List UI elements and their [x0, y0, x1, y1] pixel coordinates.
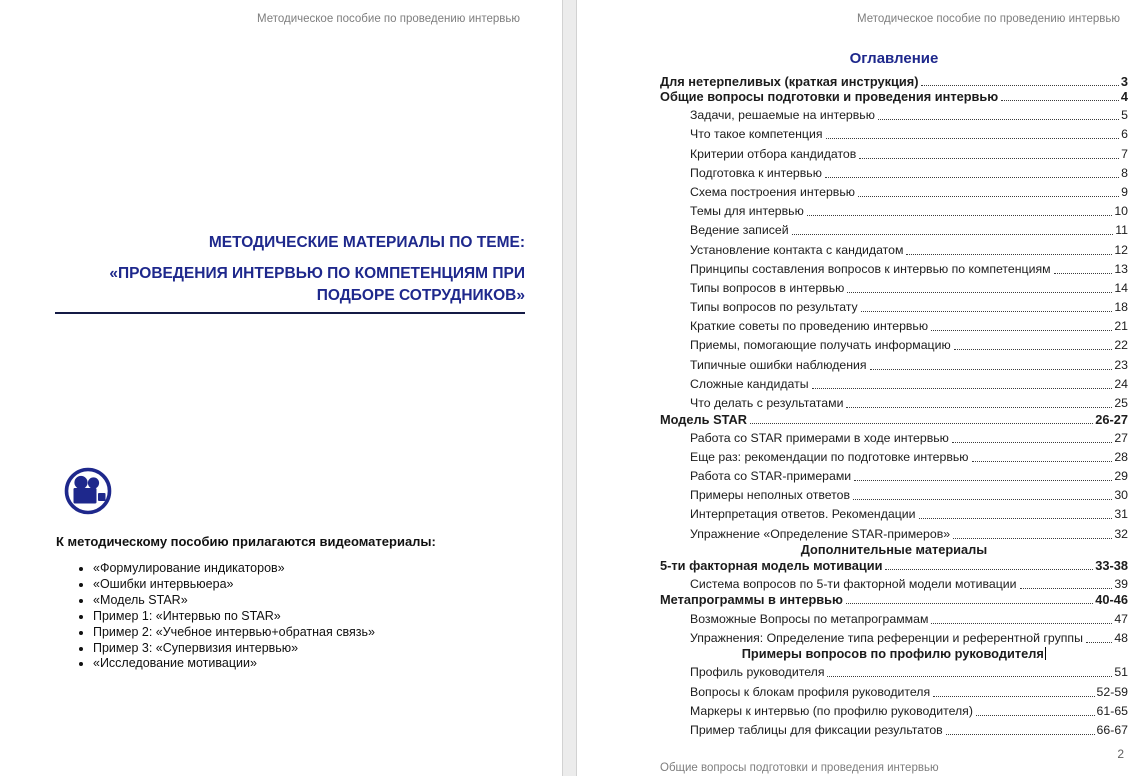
toc-leader-dots	[952, 442, 1112, 443]
toc-entry[interactable]	[660, 626, 1128, 645]
toc-entry-label: Дополнительные материалы	[800, 542, 988, 558]
document-title	[55, 233, 525, 314]
text-cursor	[1045, 647, 1047, 660]
toc-entry[interactable]	[660, 352, 1128, 371]
toc-title: Оглавление	[849, 50, 939, 67]
toc-entry-label: Что делать с результатами	[690, 396, 844, 410]
toc-entry-label: Еще раз: рекомендации по подготовке интервью	[690, 449, 969, 464]
toc-entry[interactable]	[660, 122, 1128, 141]
right-page	[577, 0, 1146, 776]
toc-leader-dots	[954, 349, 1113, 350]
toc-page-number: 32	[1114, 526, 1128, 541]
toc-entry-label: Маркеры к интервью (по профилю руководителя)	[690, 703, 973, 718]
toc-page-number: 14	[1114, 280, 1128, 295]
toc-leader-dots	[870, 369, 1113, 370]
toc-entry-label: Вопросы к блокам профиля руководителя	[690, 684, 931, 699]
toc-leader-dots	[825, 177, 1119, 178]
toc-entry-label: Приемы, помогающие получать информацию	[690, 338, 951, 353]
toc-leader-dots	[1054, 273, 1113, 274]
toc-entry[interactable]	[660, 541, 1128, 557]
toc-entry[interactable]	[660, 103, 1128, 122]
toc-leader-dots	[812, 388, 1113, 389]
toc-entry[interactable]	[660, 572, 1128, 591]
list-item: • «Исследование мотивации»	[93, 656, 375, 672]
page-gap-divider	[562, 0, 577, 776]
toc-leader-dots	[847, 292, 1112, 293]
toc-page-number: 11	[1115, 223, 1128, 238]
list-item: • «Ошибки интервьюера»	[93, 577, 375, 593]
toc-entry-label: Модель STAR	[660, 411, 747, 427]
toc-page-number: 33-38	[1095, 557, 1128, 573]
toc-leader-dots	[846, 603, 1093, 604]
list-item: • Пример 1: «Интервью по STAR»	[93, 609, 375, 625]
toc-page-number: 24	[1114, 376, 1128, 391]
running-footer: Общие вопросы подготовки и проведения интервью	[660, 762, 939, 774]
toc-leader-dots	[933, 696, 1094, 697]
toc-leader-dots	[921, 85, 1118, 86]
toc-entry[interactable]	[660, 88, 1128, 104]
toc-page-number: 6	[1121, 127, 1128, 142]
toc-entry-label: Сложные кандидаты	[690, 376, 809, 391]
video-materials-list	[76, 561, 375, 672]
toc-entry[interactable]	[660, 276, 1128, 295]
toc-page-number: 28	[1114, 449, 1128, 464]
toc-entry[interactable]	[660, 257, 1128, 276]
toc-page-number: 29	[1114, 469, 1128, 484]
toc-entry[interactable]	[660, 556, 1128, 572]
toc-leader-dots	[853, 499, 1112, 500]
toc-entry-label: Примеры неполных ответов	[690, 488, 851, 503]
toc-leader-dots	[946, 734, 1095, 735]
toc-entry[interactable]	[660, 333, 1128, 352]
toc-leader-dots	[750, 423, 1093, 424]
toc-leader-dots	[878, 119, 1119, 120]
toc-page-number: 13	[1114, 261, 1128, 276]
page-number: 2	[1117, 747, 1124, 761]
toc-leader-dots	[931, 623, 1112, 624]
toc-page-number: 39	[1114, 576, 1128, 591]
toc-leader-dots	[861, 311, 1113, 312]
toc-leader-dots	[919, 518, 1113, 519]
toc-page-number: 31	[1114, 507, 1128, 522]
toc-page-number: 23	[1114, 357, 1128, 372]
toc-page-number: 12	[1114, 242, 1128, 257]
toc-list	[660, 72, 1128, 737]
toc-entry-label: Принципы составления вопросов к интервью по компетенциям	[690, 261, 1051, 276]
toc-page-number: 25	[1114, 396, 1128, 410]
toc-entry-label: Схема построения интервью	[690, 184, 855, 199]
toc-page-number: 7	[1121, 146, 1128, 161]
toc-entry[interactable]	[660, 502, 1128, 521]
toc-page-number: 26-27	[1095, 411, 1128, 427]
toc-entry-label: Типы вопросов в интервью	[690, 280, 845, 295]
toc-entry[interactable]	[660, 521, 1128, 540]
toc-entry[interactable]	[660, 445, 1128, 464]
toc-entry[interactable]	[660, 660, 1128, 679]
toc-entry[interactable]	[660, 218, 1128, 237]
video-camera-icon	[63, 466, 113, 516]
toc-leader-dots	[972, 461, 1113, 462]
toc-page-number: 3	[1120, 73, 1128, 89]
toc-page-number: 18	[1114, 300, 1128, 315]
left-page	[0, 0, 562, 776]
toc-leader-dots	[858, 196, 1119, 197]
toc-entry-label: Пример таблицы для фиксации результатов	[690, 722, 943, 737]
toc-entry[interactable]	[660, 591, 1128, 607]
toc-page-number: 47	[1114, 611, 1128, 626]
toc-leader-dots	[976, 715, 1095, 716]
toc-leader-dots	[807, 215, 1113, 216]
toc-leader-dots	[1086, 642, 1112, 643]
toc-entry-label: Подготовка к интервью	[690, 165, 822, 180]
toc-entry[interactable]	[660, 718, 1128, 737]
list-item: • «Модель STAR»	[93, 593, 375, 609]
toc-page-number: 40-46	[1095, 592, 1128, 608]
toc-entry-label: Типы вопросов по результату	[690, 300, 858, 315]
toc-page-number: 4	[1120, 89, 1128, 104]
toc-page-number: 9	[1121, 184, 1128, 199]
toc-entry[interactable]	[660, 391, 1128, 410]
toc-entry-label: Работа со STAR примерами в ходе интервью	[690, 430, 949, 445]
toc-page-number: 22	[1114, 338, 1128, 353]
toc-entry-label: Что такое компетенция	[690, 127, 823, 142]
toc-entry[interactable]	[660, 679, 1128, 698]
toc-page-number: 48	[1114, 630, 1128, 645]
toc-entry[interactable]	[660, 699, 1128, 718]
toc-entry-label: Интерпретация ответов. Рекомендации	[690, 507, 916, 522]
toc-entry-label: Работа со STAR-примерами	[690, 469, 852, 484]
toc-page-number: 66-67	[1096, 722, 1128, 737]
toc-page-number: 5	[1121, 108, 1128, 123]
toc-entry[interactable]	[660, 141, 1128, 160]
toc-leader-dots	[906, 254, 1112, 255]
toc-page-number: 21	[1114, 319, 1128, 334]
toc-entry-label: Установление контакта с кандидатом	[690, 242, 904, 257]
toc-page-number: 27	[1114, 430, 1128, 445]
toc-entry-label: Краткие советы по проведению интервью	[690, 319, 929, 334]
toc-entry-label: Упражнения: Определение типа референции и референтной группы	[690, 630, 1083, 645]
toc-page-number: 61-65	[1096, 703, 1128, 718]
toc-section	[660, 50, 1128, 737]
toc-entry[interactable]	[660, 645, 1128, 661]
running-header: Методическое пособие по проведению интервью	[856, 13, 1120, 25]
toc-entry[interactable]	[660, 606, 1128, 625]
video-materials-intro: К методическому пособию прилагаются видеоматериалы:	[56, 534, 436, 549]
list-item: • Пример 2: «Учебное интервью+обратная связь»	[93, 625, 375, 641]
toc-entry-label: Метапрограммы в интервью	[660, 592, 843, 608]
toc-entry[interactable]	[660, 483, 1128, 502]
toc-entry-label: Темы для интервью	[690, 204, 804, 219]
toc-entry[interactable]	[660, 295, 1128, 314]
toc-entry-label: Для нетерпеливых (краткая инструкция)	[660, 73, 919, 89]
toc-leader-dots	[826, 138, 1120, 139]
toc-leader-dots	[792, 234, 1114, 235]
toc-leader-dots	[953, 538, 1112, 539]
running-header: Методическое пособие по проведению интервью	[256, 13, 520, 25]
toc-entry-label: Задачи, решаемые на интервью	[690, 108, 875, 123]
toc-leader-dots	[1020, 588, 1113, 589]
toc-entry-label: 5-ти факторная модель мотивации	[660, 557, 883, 573]
toc-entry-label: Профиль руководителя	[690, 665, 825, 680]
toc-entry-label: Возможные Вопросы по метапрограммам	[690, 611, 929, 626]
toc-entry[interactable]	[660, 464, 1128, 483]
toc-page-number: 30	[1114, 488, 1128, 503]
toc-entry-label: Критерии отбора кандидатов	[690, 146, 857, 161]
toc-entry-label: Типичные ошибки наблюдения	[690, 357, 867, 372]
list-item: • Пример 3: «Супервизия интервью»	[93, 641, 375, 657]
toc-leader-dots	[931, 330, 1112, 331]
document-title-line2: «ПРОВЕДЕНИЯ ИНТЕРВЬЮ ПО КОМПЕТЕНЦИЯМ ПРИ ПОДБОРЕ СОТРУДНИКОВ»	[109, 264, 525, 305]
toc-leader-dots	[885, 569, 1093, 570]
toc-entry[interactable]	[660, 237, 1128, 256]
toc-entry[interactable]	[660, 314, 1128, 333]
toc-leader-dots	[854, 480, 1112, 481]
list-item: • «Формулирование индикаторов»	[93, 561, 375, 577]
toc-page-number: 8	[1121, 165, 1128, 180]
toc-entry[interactable]	[660, 410, 1128, 426]
toc-entry-label: Общие вопросы подготовки и проведения интервью	[660, 89, 999, 104]
toc-entry-label: Примеры вопросов по профилю руководителя	[742, 647, 1047, 660]
toc-page-number: 52-59	[1096, 684, 1128, 699]
toc-page-number: 51	[1114, 665, 1128, 680]
toc-leader-dots	[859, 158, 1119, 159]
toc-entry-label: Упражнение «Определение STAR-примеров»	[690, 526, 951, 541]
toc-leader-dots	[1001, 100, 1119, 101]
toc-entry[interactable]	[660, 180, 1128, 199]
toc-entry[interactable]	[660, 372, 1128, 391]
toc-entry-label: Система вопросов по 5-ти факторной модели мотивации	[690, 576, 1017, 591]
toc-entry[interactable]	[660, 199, 1128, 218]
toc-entry[interactable]	[660, 72, 1128, 88]
toc-page-number: 10	[1114, 204, 1128, 219]
document-title-line1: МЕТОДИЧЕСКИЕ МАТЕРИАЛЫ ПО ТЕМЕ:	[208, 234, 525, 251]
toc-entry[interactable]	[660, 161, 1128, 180]
toc-entry[interactable]	[660, 426, 1128, 445]
toc-leader-dots	[846, 407, 1112, 408]
toc-entry-label: Ведение записей	[690, 223, 789, 238]
toc-leader-dots	[827, 676, 1112, 677]
